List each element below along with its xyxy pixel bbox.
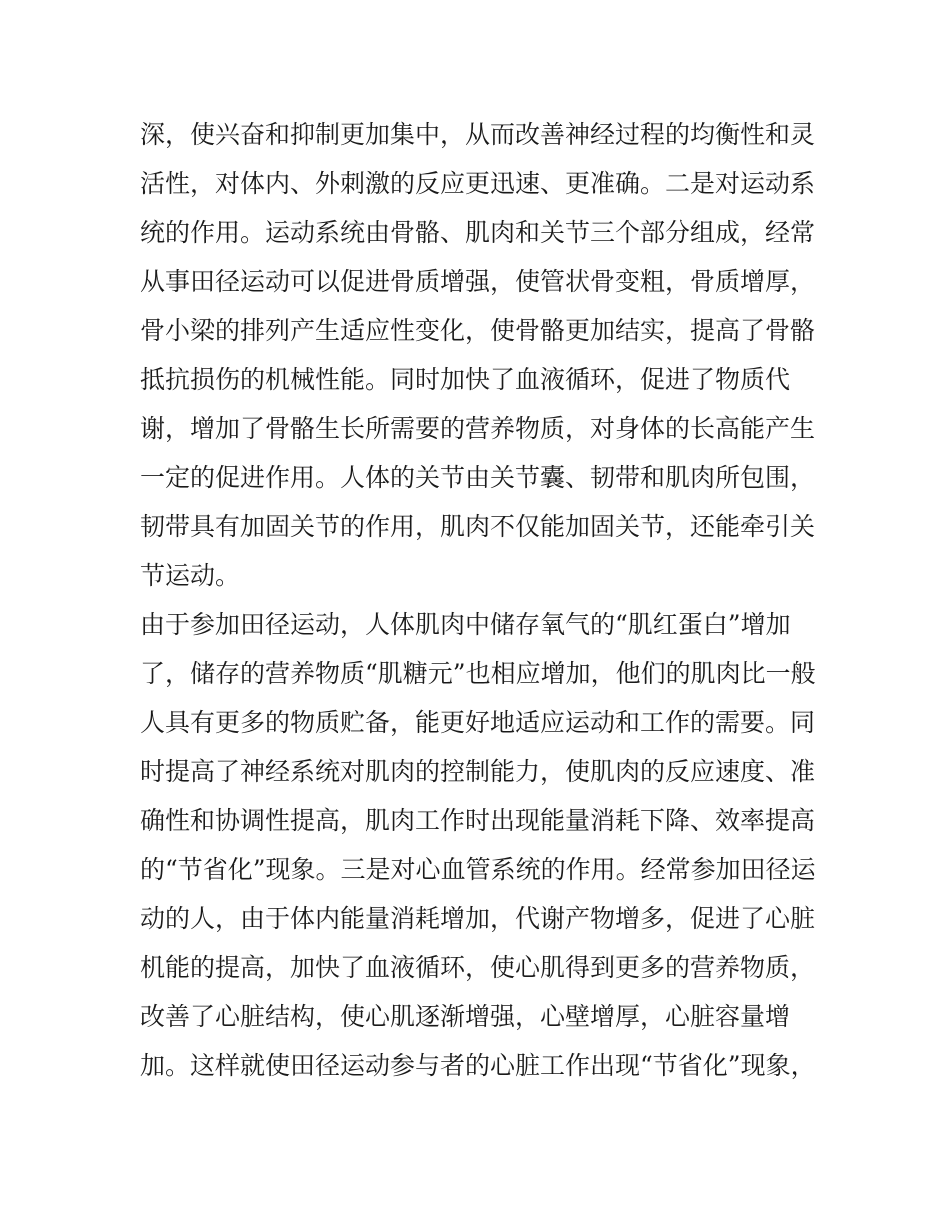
text-line: 的“节省化”现象。三是对心血管系统的作用。经常参加田径运 bbox=[140, 855, 816, 884]
body-text bbox=[140, 110, 830, 1090]
text-line: 活性，对体内、外刺激的反应更迅速、更准确。二是对运动系 bbox=[140, 169, 816, 198]
text-line: 了，储存的营养物质“肌糖元”也相应增加，他们的肌肉比一般 bbox=[140, 659, 816, 688]
text-line: 抵抗损伤的机械性能。同时加快了血液循环，促进了物质代 bbox=[140, 365, 791, 394]
text-line: 加。这样就使田径运动参与者的心脏工作出现“节省化”现象， bbox=[140, 1051, 816, 1080]
text-line: 一定的促进作用。人体的关节由关节囊、韧带和肌肉所包围， bbox=[140, 463, 816, 492]
text-line: 确性和协调性提高，肌肉工作时出现能量消耗下降、效率提高 bbox=[140, 806, 816, 835]
text-line: 谢，增加了骨骼生长所需要的营养物质，对身体的长高能产生 bbox=[140, 414, 816, 443]
text-line: 韧带具有加固关节的作用，肌肉不仅能加固关节，还能牵引关 bbox=[140, 512, 816, 541]
text-line: 人具有更多的物质贮备，能更好地适应运动和工作的需要。同 bbox=[140, 708, 816, 737]
text-line: 时提高了神经系统对肌肉的控制能力，使肌肉的反应速度、准 bbox=[140, 757, 816, 786]
text-line: 统的作用。运动系统由骨骼、肌肉和关节三个部分组成，经常 bbox=[140, 218, 816, 247]
text-line: 骨小梁的排列产生适应性变化，使骨骼更加结实，提高了骨骼 bbox=[140, 316, 816, 345]
text-line: 改善了心脏结构，使心肌逐渐增强，心壁增厚，心脏容量增 bbox=[140, 1002, 791, 1031]
text-line: 深，使兴奋和抑制更加集中，从而改善神经过程的均衡性和灵 bbox=[140, 120, 816, 149]
text-line: 动的人，由于体内能量消耗增加，代谢产物增多，促进了心脏 bbox=[140, 904, 816, 933]
text-line: 从事田径运动可以促进骨质增强，使管状骨变粗，骨质增厚， bbox=[140, 267, 816, 296]
text-line: 由于参加田径运动，人体肌肉中储存氧气的“肌红蛋白”增加 bbox=[140, 610, 791, 639]
text-line: 节运动。 bbox=[140, 561, 241, 590]
text-line: 机能的提高，加快了血液循环，使心肌得到更多的营养物质， bbox=[140, 953, 816, 982]
